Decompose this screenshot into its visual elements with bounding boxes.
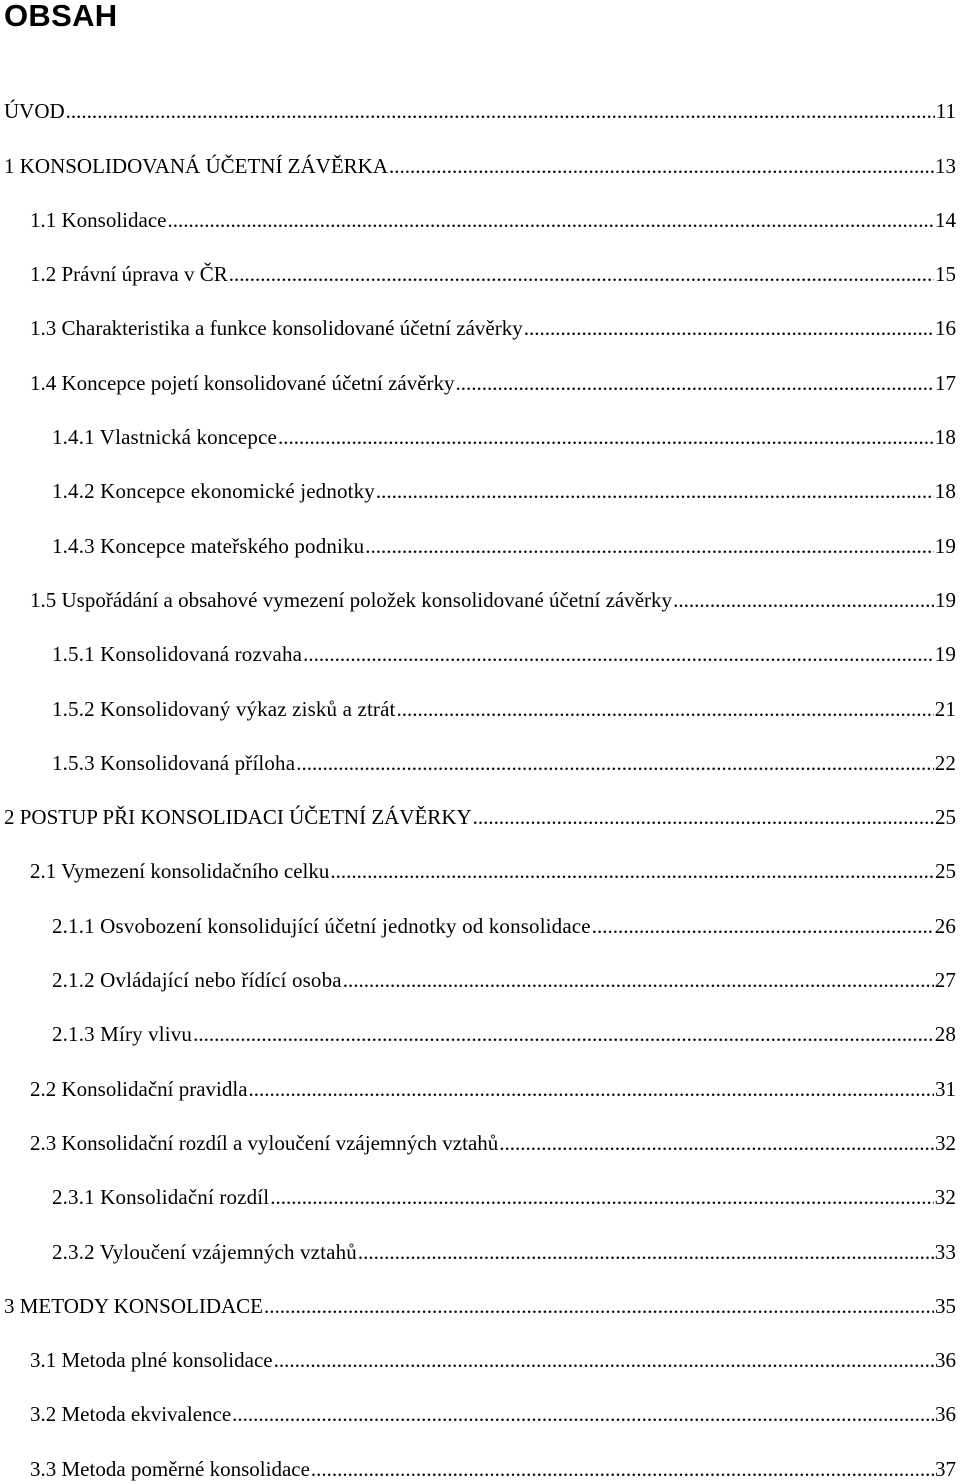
toc-entry-page-number: 18	[934, 479, 956, 504]
toc-entry-label: 1.5.2 Konsolidovaný výkaz zisků a ztrát	[52, 696, 396, 721]
toc-entry[interactable]	[0, 886, 960, 940]
toc-entry-label: 1.1 Konsolidace	[30, 207, 167, 232]
dot-leader	[524, 313, 934, 343]
toc-entry-label: 1.3 Charakteristika a funkce konsolidované účetní závěrky	[30, 316, 523, 341]
dot-leader	[296, 748, 934, 778]
toc-entry[interactable]	[0, 724, 960, 778]
toc-entry[interactable]	[0, 1158, 960, 1212]
toc-entry-page-number: 31	[935, 1076, 956, 1101]
toc-entry[interactable]	[0, 181, 960, 235]
toc-heading: OBSAH	[4, 0, 118, 33]
toc-entry-page-number: 19	[934, 533, 956, 558]
toc-list	[0, 72, 960, 1484]
toc-entry[interactable]	[0, 1212, 960, 1266]
toc-entry-page-number: 14	[935, 207, 956, 232]
toc-entry-label: 3.3 Metoda poměrné konsolidace	[30, 1456, 310, 1481]
toc-entry-page-number: 32	[934, 1185, 956, 1210]
dot-leader	[167, 205, 934, 235]
dot-leader	[311, 1454, 934, 1484]
toc-entry[interactable]	[0, 1429, 960, 1483]
toc-entry-label: 3.1 Metoda plné konsolidace	[30, 1348, 273, 1373]
dot-leader	[264, 1291, 934, 1321]
toc-entry-page-number: 18	[934, 425, 956, 450]
dot-leader	[303, 639, 934, 669]
dot-leader	[66, 96, 935, 126]
toc-entry[interactable]	[0, 398, 960, 452]
dot-leader	[343, 965, 934, 995]
toc-entry[interactable]	[0, 1267, 960, 1321]
toc-entry-label: ÚVOD	[4, 99, 65, 124]
toc-entry-label: 2.1.2 Ovládající nebo řídící osoba	[52, 968, 342, 993]
toc-entry-page-number: 16	[935, 316, 956, 341]
toc-entry-page-number: 27	[934, 968, 956, 993]
dot-leader	[365, 531, 933, 561]
toc-entry[interactable]	[0, 1321, 960, 1375]
toc-entry[interactable]	[0, 778, 960, 832]
toc-entry-page-number: 21	[934, 696, 956, 721]
toc-entry-label: 3 METODY KONSOLIDACE	[4, 1293, 263, 1318]
toc-entry-label: 1.5 Uspořádání a obsahové vymezení položek konsolidované účetní závěrky	[30, 587, 673, 612]
toc-entry-page-number: 11	[935, 99, 956, 124]
toc-entry[interactable]	[0, 941, 960, 995]
toc-entry[interactable]	[0, 669, 960, 723]
dot-leader	[397, 694, 934, 724]
toc-entry-label: 1.4.3 Koncepce mateřského podniku	[52, 533, 365, 558]
toc-entry-page-number: 32	[935, 1130, 956, 1155]
toc-entry[interactable]	[0, 72, 960, 126]
toc-entry-label: 2 POSTUP PŘI KONSOLIDACI ÚČETNÍ ZÁVĚRKY	[4, 805, 472, 830]
toc-entry[interactable]	[0, 1049, 960, 1103]
toc-entry-label: 2.1 Vymezení konsolidačního celku	[30, 859, 330, 884]
toc-entry-page-number: 22	[934, 750, 956, 775]
toc-entry[interactable]	[0, 1104, 960, 1158]
toc-entry-page-number: 13	[935, 153, 956, 178]
toc-entry-label: 1.4 Koncepce pojetí konsolidované účetní závěrky	[30, 370, 455, 395]
toc-entry-label: 1.4.2 Koncepce ekonomické jednotky	[52, 479, 375, 504]
dot-leader	[274, 1345, 934, 1375]
toc-entry[interactable]	[0, 452, 960, 506]
toc-entry-page-number: 28	[934, 1022, 956, 1047]
toc-entry-page-number: 25	[935, 805, 956, 830]
toc-entry-label: 1.2 Právní úprava v ČR	[30, 262, 228, 287]
dot-leader	[358, 1237, 934, 1267]
dot-leader	[232, 1399, 934, 1429]
dot-leader	[193, 1019, 934, 1049]
toc-entry-page-number: 19	[935, 587, 956, 612]
toc-entry-page-number: 26	[934, 913, 956, 938]
dot-leader	[499, 1128, 934, 1158]
dot-leader	[330, 856, 934, 886]
toc-entry-page-number: 17	[935, 370, 956, 395]
toc-entry[interactable]	[0, 126, 960, 180]
toc-entry-page-number: 36	[935, 1348, 956, 1373]
toc-entry-label: 1 KONSOLIDOVANÁ ÚČETNÍ ZÁVĚRKA	[4, 153, 389, 178]
toc-entry-page-number: 35	[935, 1293, 956, 1318]
toc-entry[interactable]	[0, 561, 960, 615]
dot-leader	[376, 476, 934, 506]
dot-leader	[249, 1074, 934, 1104]
toc-entry[interactable]	[0, 995, 960, 1049]
toc-entry[interactable]	[0, 615, 960, 669]
toc-entry-page-number: 19	[934, 642, 956, 667]
dot-leader	[592, 911, 934, 941]
toc-entry-page-number: 36	[935, 1402, 956, 1427]
toc-entry-page-number: 37	[935, 1456, 956, 1481]
toc-entry-label: 2.3.2 Vyloučení vzájemných vztahů	[52, 1239, 357, 1264]
dot-leader	[278, 422, 934, 452]
toc-entry[interactable]	[0, 343, 960, 397]
toc-entry-page-number: 33	[934, 1239, 956, 1264]
toc-entry-label: 1.5.1 Konsolidovaná rozvaha	[52, 642, 303, 667]
dot-leader	[673, 585, 934, 615]
toc-entry[interactable]	[0, 235, 960, 289]
toc-entry-label: 1.5.3 Konsolidovaná příloha	[52, 750, 296, 775]
dot-leader	[473, 802, 934, 832]
toc-entry-label: 1.4.1 Vlastnická koncepce	[52, 425, 277, 450]
dot-leader	[456, 368, 934, 398]
toc-entry[interactable]	[0, 832, 960, 886]
toc-entry-label: 2.1.1 Osvobození konsolidující účetní jednotky od konsolidace	[52, 913, 591, 938]
toc-entry-label: 2.3 Konsolidační rozdíl a vyloučení vzájemných vztahů	[30, 1130, 499, 1155]
toc-entry[interactable]	[0, 1375, 960, 1429]
toc-entry[interactable]	[0, 506, 960, 560]
toc-entry-label: 2.2 Konsolidační pravidla	[30, 1076, 248, 1101]
toc-entry-page-number: 15	[935, 262, 956, 287]
toc-entry[interactable]	[0, 289, 960, 343]
dot-leader	[270, 1182, 933, 1212]
toc-entry-label: 2.3.1 Konsolidační rozdíl	[52, 1185, 270, 1210]
toc-entry-label: 3.2 Metoda ekvivalence	[30, 1402, 232, 1427]
dot-leader	[389, 151, 934, 181]
dot-leader	[229, 259, 934, 289]
toc-entry-page-number: 25	[935, 859, 956, 884]
toc-entry-label: 2.1.3 Míry vlivu	[52, 1022, 193, 1047]
